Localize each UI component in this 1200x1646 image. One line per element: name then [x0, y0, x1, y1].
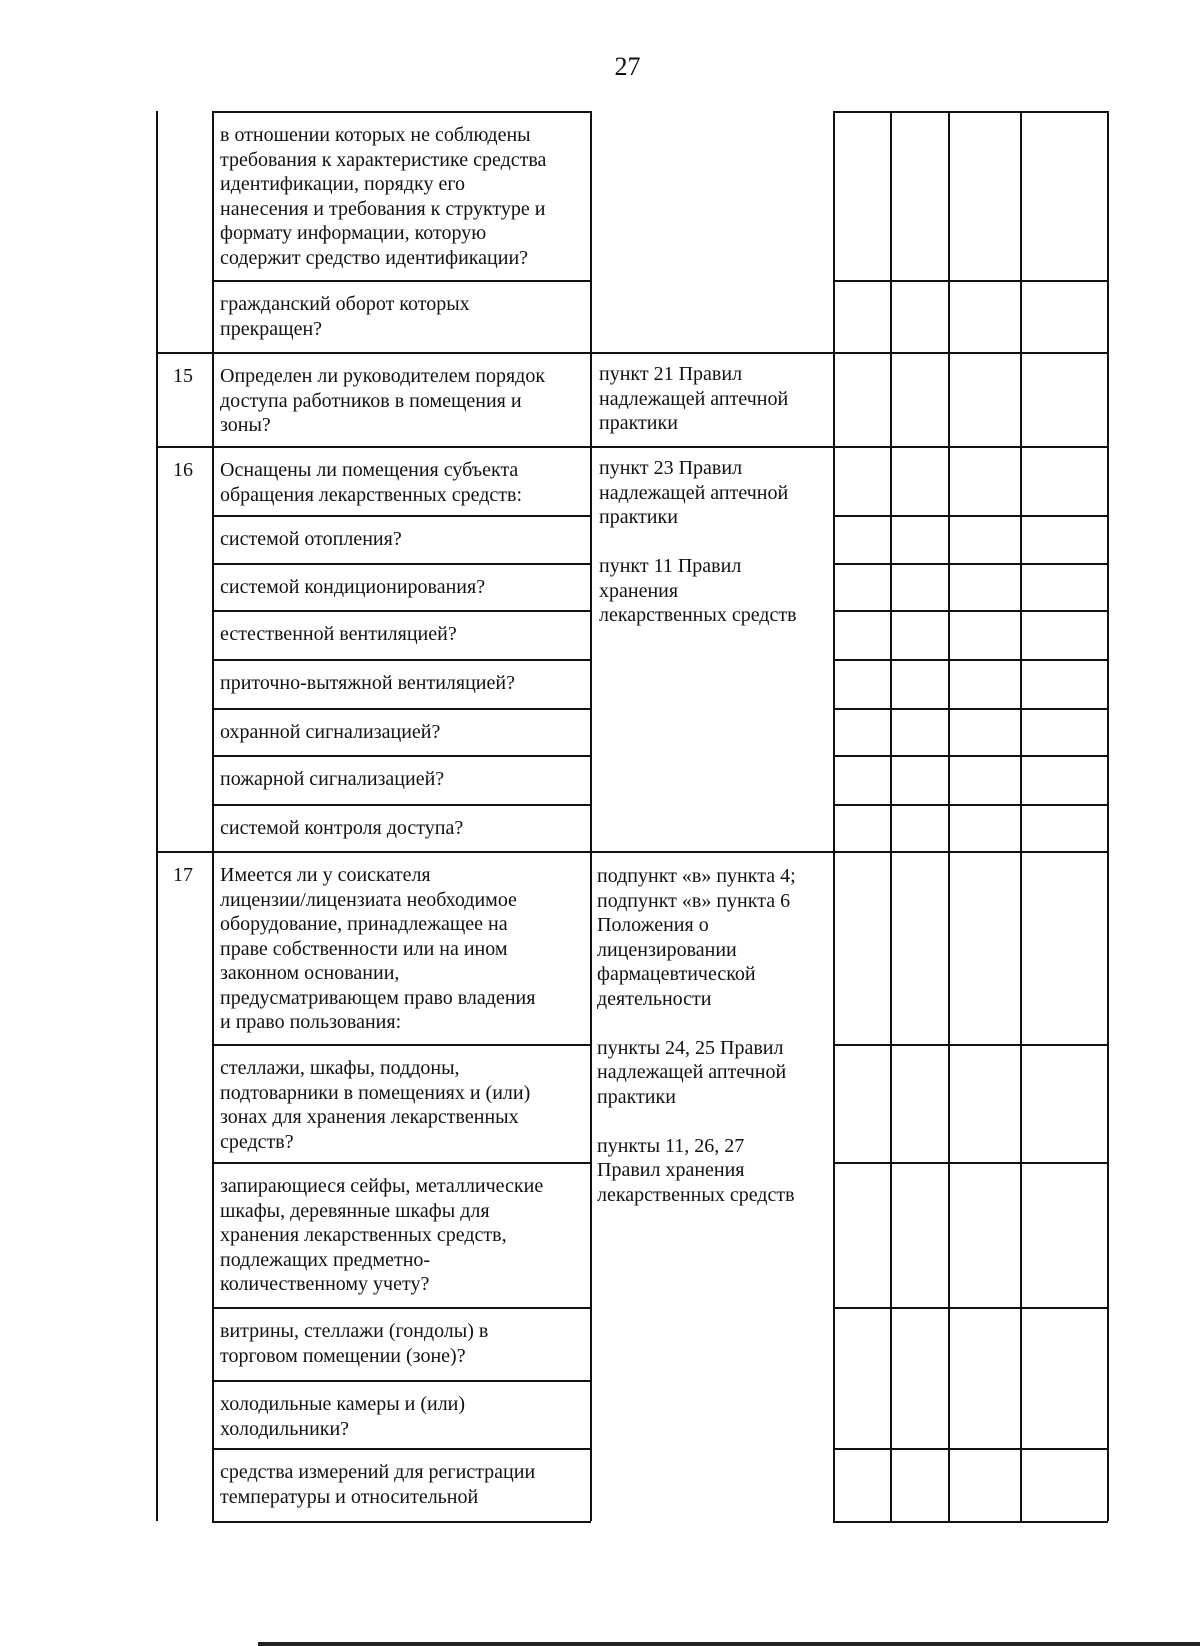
grid-column-border-1	[890, 111, 892, 1521]
group-separator-left-2	[156, 851, 591, 853]
question-row-border-1	[212, 280, 591, 282]
table-left-border	[156, 111, 158, 1521]
question-cont-b: гражданский оборот которых прекращен?	[220, 293, 470, 340]
question-r17-1: стеллажи, шкафы, поддоны, подтоварники в помещениях и (или) зонах для хранения лекарственных средств?	[220, 1057, 531, 1153]
question-r17-2: запирающиеся сейфы, металлические шкафы, деревянные шкафы для хранения лекарственных средств, подлежащих предметно- количественному учету?	[220, 1175, 544, 1295]
page-number: 27	[614, 52, 641, 81]
question-r16-4: приточно-вытяжной вентиляцией?	[220, 672, 515, 694]
question-bottom-border	[212, 1521, 591, 1523]
question-r16-3: естественной вентиляцией?	[220, 623, 457, 645]
grid-column-border-4	[1107, 111, 1109, 1521]
question-row-border-7	[212, 659, 591, 661]
question-r16-7: системой контроля доступа?	[220, 817, 464, 839]
grid-row-border-10	[833, 851, 1108, 853]
question-row-border-15	[212, 1380, 591, 1382]
question-row-border-5	[212, 563, 591, 565]
question-row-border-12	[212, 1044, 591, 1046]
grid-row-border-12	[833, 1162, 1108, 1164]
question-r16-5: охранной сигнализацией?	[220, 721, 441, 743]
grid-column-border-0	[833, 111, 835, 1521]
grid-row-border-14	[833, 1448, 1108, 1450]
grid-column-border-3	[1020, 111, 1022, 1521]
group-separator-ref-2	[590, 851, 834, 853]
question-r17-4: холодильные камеры и (или) холодильники?	[220, 1393, 466, 1440]
grid-row-border-11	[833, 1044, 1108, 1046]
grid-row-border-13	[833, 1307, 1108, 1309]
question-r16-1: системой отопления?	[220, 528, 402, 550]
question-row-border-9	[212, 755, 591, 757]
reference-r17: подпункт «в» пункта 4; подпункт «в» пункта 6 Положения о лицензировании фармацевтической деятельности пункты 24, 25 Правил надлежащей аптечной практики пункты 11, 26, 27 Правил хранения лекарственных средств	[597, 865, 796, 1206]
row-number-r15: 15	[173, 365, 193, 387]
question-r15: Определен ли руководителем порядок доступа работников в помещения и зоны?	[220, 365, 546, 436]
question-r16-6: пожарной сигнализацией?	[220, 768, 445, 790]
reference-r15: пункт 21 Правил надлежащей аптечной практики	[599, 363, 789, 434]
question-row-border-14	[212, 1307, 591, 1309]
grid-row-border-3	[833, 515, 1108, 517]
scan-edge-bar	[258, 1642, 1200, 1646]
question-column-left-border	[212, 111, 214, 1521]
grid-row-border-2	[833, 446, 1108, 448]
grid-column-border-2	[948, 111, 950, 1521]
grid-row-border-0	[833, 280, 1108, 282]
row-number-r17: 17	[173, 864, 193, 886]
question-r17: Имеется ли у соискателя лицензии/лицензиата необходимое оборудование, принадлежащее на праве собственности или на ином законном основании, предусматривающем право владения и право пользования:	[220, 864, 536, 1033]
group-separator-ref-1	[590, 446, 834, 448]
grid-bottom-border	[833, 1521, 1108, 1523]
group-separator-left-0	[156, 352, 591, 354]
question-row-border-10	[212, 804, 591, 806]
question-row-border-16	[212, 1448, 591, 1450]
question-cont-a: в отношении которых не соблюдены требования к характеристике средства идентификации, порядку его нанесения и требования к структуре и формату информации, которую содержит средство идентификации?	[220, 124, 547, 269]
grid-row-border-6	[833, 659, 1108, 661]
group-separator-left-1	[156, 446, 591, 448]
reference-r16: пункт 23 Правил надлежащей аптечной практики пункт 11 Правил хранения лекарственных средств	[599, 457, 797, 626]
question-column-right-border	[590, 111, 592, 1521]
question-row-border-4	[212, 515, 591, 517]
question-top-border	[212, 111, 591, 113]
question-r17-3: витрины, стеллажи (гондолы) в торговом помещении (зоне)?	[220, 1320, 489, 1367]
grid-top-border	[833, 111, 1108, 113]
grid-row-border-7	[833, 708, 1108, 710]
question-row-border-8	[212, 708, 591, 710]
question-r16-2: системой кондиционирования?	[220, 576, 486, 598]
row-number-r16: 16	[173, 459, 193, 481]
grid-row-border-8	[833, 755, 1108, 757]
grid-row-border-9	[833, 804, 1108, 806]
question-row-border-6	[212, 610, 591, 612]
group-separator-ref-0	[590, 352, 834, 354]
question-row-border-13	[212, 1162, 591, 1164]
question-r16: Оснащены ли помещения субъекта обращения лекарственных средств:	[220, 459, 523, 506]
question-r17-5: средства измерений для регистрации температуры и относительной	[220, 1461, 536, 1508]
grid-row-border-5	[833, 610, 1108, 612]
grid-row-border-1	[833, 352, 1108, 354]
grid-row-border-4	[833, 563, 1108, 565]
